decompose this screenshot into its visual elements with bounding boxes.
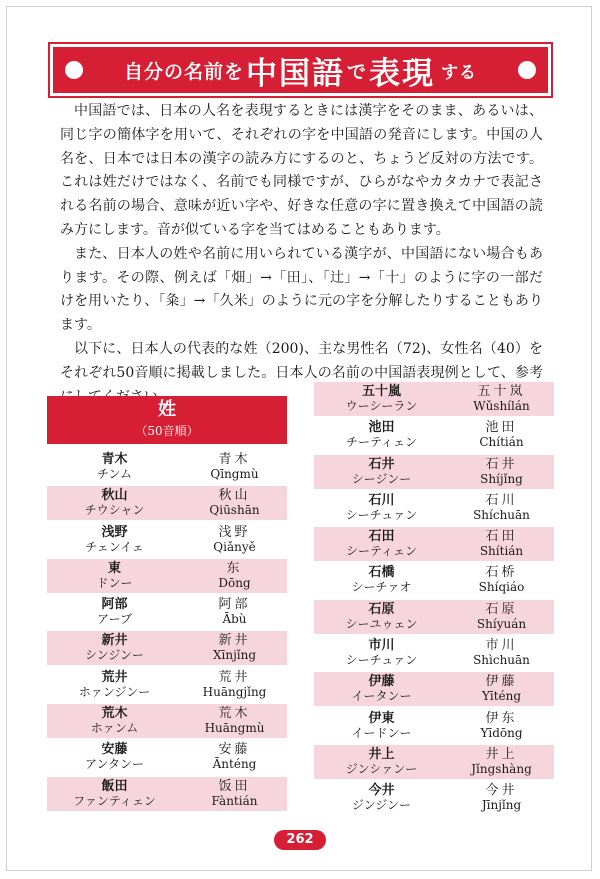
surname-column-left bbox=[47, 450, 287, 813]
hanzi: 石原 bbox=[485, 601, 518, 617]
intro-text bbox=[60, 100, 543, 409]
kana: ジンジンー bbox=[351, 798, 412, 813]
banner-dot-left-icon bbox=[65, 61, 83, 79]
kanji: 伊東 bbox=[368, 710, 395, 726]
table-row bbox=[47, 486, 287, 520]
hanzi: 池田 bbox=[485, 420, 518, 436]
pinyin: Jǐngshàng bbox=[471, 761, 532, 776]
kana: アーブ bbox=[96, 612, 133, 627]
hanzi: 饭田 bbox=[218, 778, 251, 794]
kana: ホァンジンー bbox=[78, 684, 151, 699]
table-row bbox=[314, 600, 554, 634]
pinyin: Wǔshílán bbox=[473, 399, 530, 413]
pinyin: Xīnjǐng bbox=[212, 648, 257, 663]
pinyin: Shíqiáo bbox=[478, 580, 525, 595]
kana: シーティェン bbox=[345, 544, 418, 559]
intro-paragraph-3: 以下に、日本人の代表的な姓（200)、主な男性名（72)、女性名（40）をそれぞれ50音順に掲載しました。日本人の名前の中国語表現例として、参考 bbox=[60, 340, 543, 381]
kana: シーチュァン bbox=[345, 653, 418, 668]
pinyin: Qiǎnyě bbox=[213, 539, 256, 554]
kanji: 荒井 bbox=[101, 669, 128, 685]
pinyin: Shíjǐng bbox=[480, 471, 523, 486]
kana: シーユゥェン bbox=[345, 616, 418, 631]
table-row bbox=[47, 777, 287, 811]
banner-dot-right-icon bbox=[518, 61, 536, 79]
hanzi: 青木 bbox=[218, 452, 251, 467]
kanji: 石川 bbox=[368, 492, 395, 508]
table-row bbox=[314, 745, 554, 779]
table-row bbox=[314, 527, 554, 561]
surname-table-header bbox=[47, 396, 287, 444]
kana: チーティェン bbox=[345, 435, 418, 450]
pinyin: Dōng bbox=[218, 575, 251, 590]
table-row bbox=[47, 595, 287, 629]
table-row bbox=[47, 740, 287, 774]
kana: イータンー bbox=[351, 689, 412, 704]
hanzi: 东 bbox=[226, 560, 243, 576]
kana: シージンー bbox=[351, 471, 412, 486]
hanzi: 石川 bbox=[485, 492, 518, 508]
banner-text-5: する bbox=[441, 62, 478, 83]
table-row bbox=[47, 704, 287, 738]
table-row bbox=[314, 781, 554, 815]
pinyin: Ānténg bbox=[212, 757, 257, 772]
title-banner-inner bbox=[53, 47, 548, 93]
hanzi: 秋山 bbox=[218, 488, 251, 504]
kanji: 東 bbox=[107, 560, 121, 576]
pinyin: Jīnjǐng bbox=[481, 798, 522, 813]
pinyin: Yīdōng bbox=[480, 725, 523, 740]
hanzi: 石田 bbox=[485, 529, 518, 545]
banner-text-4: 表現 bbox=[369, 55, 436, 92]
table-row bbox=[314, 455, 554, 489]
table-row bbox=[47, 668, 287, 702]
table-row bbox=[47, 450, 287, 484]
kana: チウシャン bbox=[84, 503, 145, 518]
pinyin: Huāngjǐng bbox=[202, 684, 267, 699]
kanji: 伊藤 bbox=[368, 674, 395, 690]
pinyin: Qīngmù bbox=[210, 467, 259, 481]
kanji: 池田 bbox=[368, 420, 395, 436]
kanji: 石原 bbox=[368, 601, 395, 617]
hanzi: 荒木 bbox=[218, 706, 251, 722]
banner-text-2: 中国語 bbox=[246, 55, 345, 92]
intro-paragraph-1: 中国語では、日本の人名を表現するときには漢字をそのまま、あるいは、同じ字の簡体字を用いて、それぞれの字を中国語の発音にします。中国の人名を、日本では日本の漢字の読み方にするのと、ちょうど反対の方法です。これは姓だけではなく、名前でも同様ですが、ひらがなやカタカナで表記される名前の場合、意味が近い字や、好きな任意の字に置き換えて中国語の読み方にします。音が似ている字を当てはめることもあります。 bbox=[60, 103, 543, 238]
hanzi: 阿部 bbox=[218, 597, 251, 613]
kanji: 安藤 bbox=[101, 742, 128, 758]
pinyin: Shítián bbox=[479, 544, 524, 559]
kanji: 阿部 bbox=[101, 597, 128, 613]
hanzi: 伊藤 bbox=[485, 674, 518, 690]
table-row bbox=[47, 559, 287, 593]
kanji: 飯田 bbox=[101, 778, 128, 794]
kana: ウーシーラン bbox=[345, 399, 418, 413]
kana: ファンティェン bbox=[73, 793, 156, 808]
table-row bbox=[314, 563, 554, 597]
surname-table-subtitle: （50音順） bbox=[135, 424, 199, 438]
kanji: 石井 bbox=[368, 456, 395, 472]
hanzi: 伊东 bbox=[485, 710, 518, 726]
table-row bbox=[47, 631, 287, 665]
kanji: 浅野 bbox=[101, 524, 128, 540]
hanzi: 石桥 bbox=[485, 565, 518, 581]
hanzi: 五十岚 bbox=[477, 384, 526, 399]
kana: ドンー bbox=[96, 575, 133, 590]
pinyin: Shíchuān bbox=[473, 507, 530, 522]
table-row bbox=[314, 491, 554, 525]
table-row bbox=[314, 382, 554, 416]
kanji: 石田 bbox=[368, 529, 395, 545]
kanji: 今井 bbox=[368, 783, 395, 799]
pinyin: Chítián bbox=[479, 435, 524, 450]
kana: チェンイェ bbox=[85, 539, 144, 554]
surname-table-title: 姓 bbox=[158, 399, 176, 420]
kana: ホァンム bbox=[90, 721, 139, 736]
table-row bbox=[314, 709, 554, 743]
kanji: 新井 bbox=[101, 633, 128, 649]
surname-column-right bbox=[314, 382, 554, 818]
table-row bbox=[47, 523, 287, 557]
kanji: 井上 bbox=[368, 746, 395, 762]
table-row bbox=[314, 636, 554, 670]
pinyin: Yīténg bbox=[481, 689, 522, 704]
kana: シンジンー bbox=[84, 648, 145, 663]
kanji: 荒木 bbox=[101, 706, 128, 722]
kana: アンタンー bbox=[84, 757, 145, 772]
table-row bbox=[314, 418, 554, 452]
pinyin: Shìchuān bbox=[473, 653, 530, 668]
kanji: 市川 bbox=[368, 638, 395, 654]
kana: ジンシァンー bbox=[345, 761, 418, 776]
pinyin: Qiūshān bbox=[209, 503, 260, 518]
hanzi: 浅野 bbox=[218, 524, 251, 540]
kana: チンム bbox=[97, 467, 132, 481]
pinyin: Huāngmù bbox=[204, 721, 265, 736]
banner-text-1: 自分の名前を bbox=[123, 60, 244, 83]
intro-paragraph-2: また、日本人の姓や名前に用いられている漢字が、中国語にない場合もあります。その際、例えば「畑」→「田」、「辻」→「十」のように字の一部だけを用いたり、「粂」→「久米」のように元の字を分解したりすることもあります。 bbox=[60, 245, 543, 334]
kana: シーチァオ bbox=[351, 580, 412, 595]
hanzi: 井上 bbox=[485, 746, 518, 762]
kana: イードンー bbox=[351, 725, 412, 740]
hanzi: 新井 bbox=[218, 633, 251, 649]
page-number: 262 bbox=[274, 830, 326, 850]
kanji: 秋山 bbox=[101, 488, 128, 504]
pinyin: Shíyuán bbox=[476, 616, 527, 631]
pinyin: Fàntián bbox=[211, 793, 258, 808]
kanji: 五十嵐 bbox=[361, 384, 401, 399]
banner-text-3: で bbox=[347, 60, 368, 83]
hanzi: 石井 bbox=[485, 456, 518, 472]
hanzi: 市川 bbox=[485, 638, 518, 654]
title-banner bbox=[48, 42, 553, 98]
hanzi: 荒井 bbox=[218, 669, 251, 685]
hanzi: 安藤 bbox=[218, 742, 251, 758]
kanji: 石橋 bbox=[368, 565, 395, 581]
table-row bbox=[314, 672, 554, 706]
kana: シーチュァン bbox=[345, 507, 418, 522]
hanzi: 今井 bbox=[485, 783, 518, 799]
kanji: 青木 bbox=[101, 452, 128, 467]
pinyin: Ābù bbox=[222, 612, 247, 627]
